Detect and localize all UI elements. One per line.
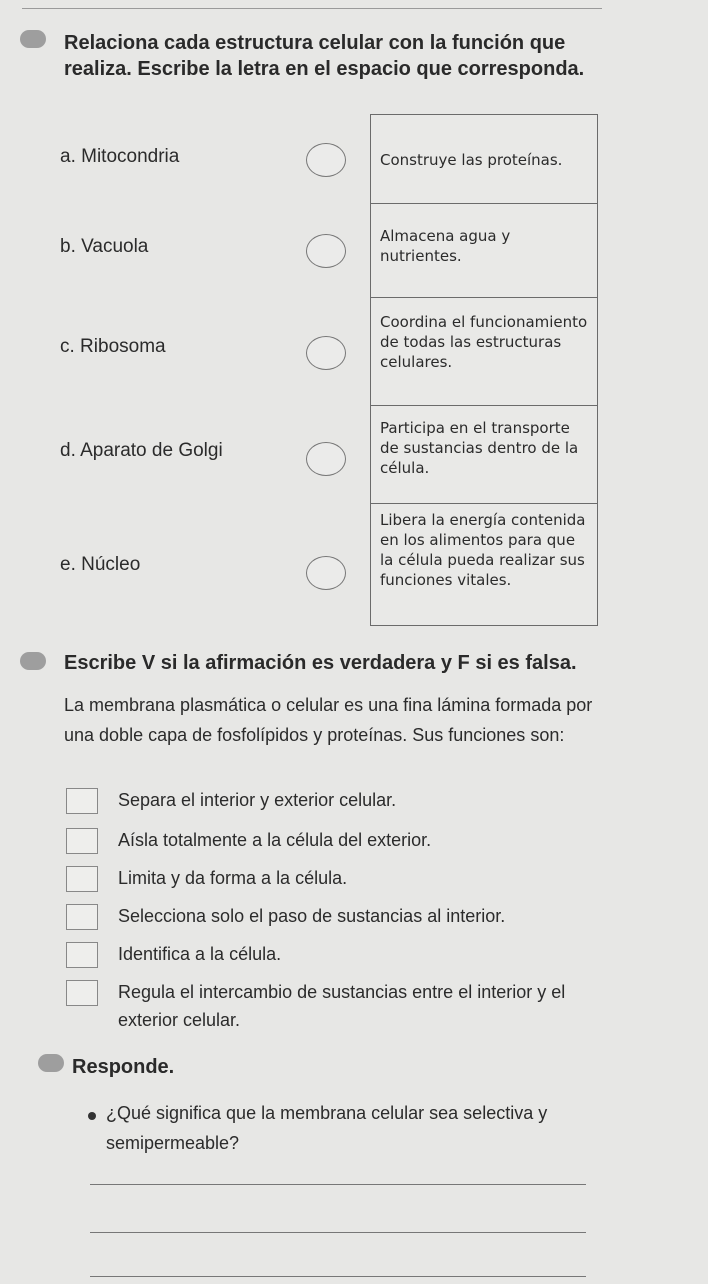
statement-checkbox-6[interactable] xyxy=(66,980,98,1006)
statement-checkbox-2[interactable] xyxy=(66,828,98,854)
top-rule xyxy=(22,8,602,9)
answer-circle-d[interactable] xyxy=(306,442,346,476)
answer-circle-c[interactable] xyxy=(306,336,346,370)
answer-line-2[interactable] xyxy=(90,1232,586,1233)
structure-label-d: d. Aparato de Golgi xyxy=(60,440,223,461)
function-cell-1: Construye las proteínas. xyxy=(370,114,598,204)
section2-heading: Escribe V si la afirmación es verdadera y F si es falsa. xyxy=(64,652,577,674)
question-text: ¿Qué significa que la membrana celular sea selectiva y semipermeable? xyxy=(106,1103,548,1153)
statement-checkbox-1[interactable] xyxy=(66,788,98,814)
statement-4: Selecciona solo el paso de sustancias al interior. xyxy=(118,906,506,926)
section-marker-icon xyxy=(20,30,46,48)
answer-line-3[interactable] xyxy=(90,1276,586,1277)
statement-5: Identifica a la célula. xyxy=(118,944,282,964)
answer-circle-b[interactable] xyxy=(306,234,346,268)
statement-checkbox-4[interactable] xyxy=(66,904,98,930)
statement-checkbox-5[interactable] xyxy=(66,942,98,968)
structure-label-b: b. Vacuola xyxy=(60,236,149,257)
function-cell-4: Participa en el transporte de sustancias dentro de la célula. xyxy=(370,406,598,504)
structure-label-c: c. Ribosoma xyxy=(60,336,166,357)
statement-2: Aísla totalmente a la célula del exterior. xyxy=(118,830,432,850)
statement-6: Regula el intercambio de sustancias entre el interior y el exterior celular. xyxy=(118,982,566,1030)
structure-label-e: e. Núcleo xyxy=(60,554,141,575)
statement-3: Limita y da forma a la célula. xyxy=(118,868,348,888)
membrane-intro: La membrana plasmática o celular es una fina lámina formada por una doble capa de fosfolípidos y proteínas. Sus funciones son: xyxy=(64,695,593,745)
structure-label-a: a. Mitocondria xyxy=(60,146,180,167)
function-cell-3: Coordina el funcionamiento de todas las estructuras celulares. xyxy=(370,298,598,406)
answer-circle-a[interactable] xyxy=(306,143,346,177)
section-marker-icon xyxy=(38,1054,64,1072)
statement-1: Separa el interior y exterior celular. xyxy=(118,790,397,810)
answer-line-1[interactable] xyxy=(90,1184,586,1185)
section3-heading: Responde. xyxy=(72,1056,175,1078)
section1-heading: Relaciona cada estructura celular con la función que realiza. Escribe la letra en el espacio que corresponda. xyxy=(64,32,585,80)
bullet-dot-icon xyxy=(88,1112,96,1120)
statement-checkbox-3[interactable] xyxy=(66,866,98,892)
function-cell-5: Libera la energía contenida en los alimentos para que la célula pueda realizar sus funciones vitales. xyxy=(380,511,586,589)
function-cell-2: Almacena agua y nutrientes. xyxy=(370,204,598,298)
section-marker-icon xyxy=(20,652,46,670)
answer-circle-e[interactable] xyxy=(306,556,346,590)
